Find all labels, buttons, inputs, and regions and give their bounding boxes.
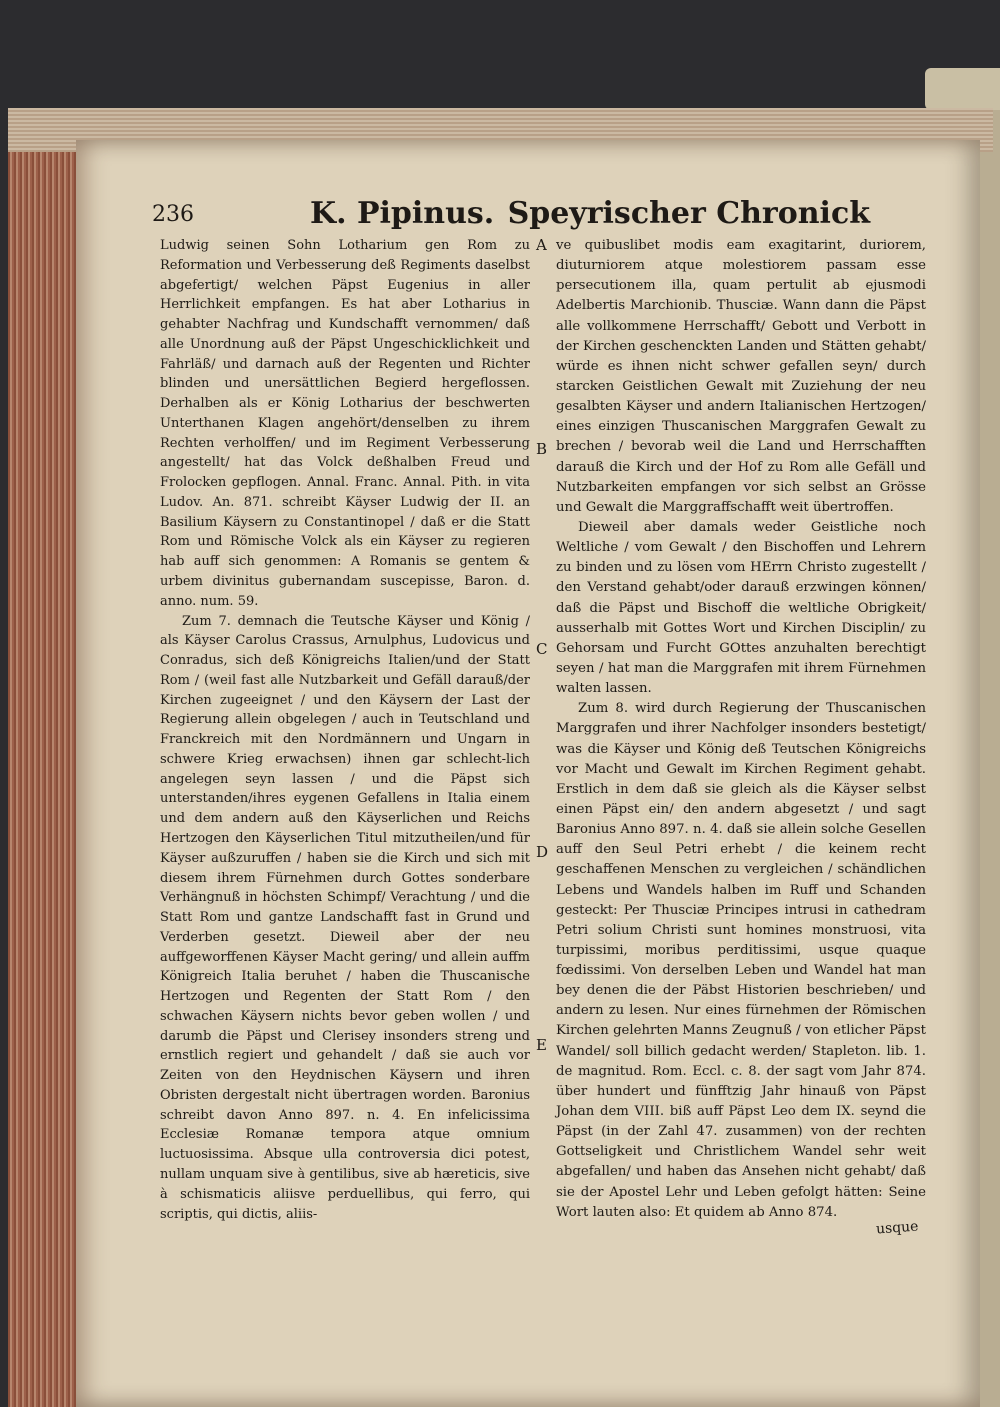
left-paragraph-1: Ludwig seinen Sohn Lotharium gen Rom zu Reformation und Verbesserung deß Regiments daselbst abgefertigt/ welchen Päpst Eugenius in aller Herrlichkeit empfangen. Es hat aber Lotharius in gehabter Nachfrag und Kundschafft vernommen/ daß alle Unordnung auß der Päpst Ungeschicklichkeit und Fahrläß/ und darnach auß der Regenten und Richter blinden und unersättlichen Begierd hergeflossen. Derhalben als er König Lotharius der beschwerten Unterthanen Klagen angehört/denselben zu ihrem Rechten verholffen/ und im Regiment Verbesserung angestellt/ hat das Volck deßhalben Freud und Frolocken gepflogen. Annal. Franc. Annal. Pith. in vita Ludov. An. 871. schreibt Käyser Ludwig der II. an Basilium Käysern zu Constantinopel / daß er die Statt Rom und Römische Volck als ein Käyser zu regieren hab auff sich genommen: A Romanis se gentem & urbem divinitus gubernandam suscepisse, Baron. d. anno. num. 59. xyxy=(160,238,530,609)
margin-letter-b: B xyxy=(536,440,548,458)
right-paragraph-3: Zum 8. wird durch Regierung der Thuscanischen Marggrafen und ihrer Nachfolger insonders bestetigt/ was die Käyser und König deß Teutschen Königreichs vor Macht und Gewalt im Kirchen Regiment gehabt. Erstlich in dem daß sie gleich als die Käyser selbst einen Päpst ein/ den andern abgesetzt / und sagt Baronius Anno 897. n. 4. daß sie allein solche Gesellen auff den Seul Petri erhebt / die keinem recht geschaffenen Menschen zu vergleichen / schändlichen Lebens und Wandels halben im Ruff und Schanden gesteckt: Per Thusciæ Principes intrusi in cathedram Petri solium Christi sunt homines monstruosi, vita turpissimi, moribus perditissimi, usque quaque fœdissimi. Von derselben Leben und Wandel hat man bey denen die der Päbst Historien beschrieben/ und andern zu lesen. Nur eines fürnehmen der Römischen Kirchen gelehrten Manns Zeugnuß / von etlicher Päpst Wandel/ soll billich gedacht werden/ Stapleton. lib. 1. de magnitud. Rom. Eccl. c. 8. der sagt vom Jahr 874. über hundert und fünfftzig Jahr hinauß von Päpst Johan dem VIII. biß auff Päpst Leo dem IX. seynd die Päpst (in der Zahl 47. zusammen) von der rechten Gottseligkeit und Christlichem Wandel sehr weit abgefallen/ und haben das Ansehen nicht gehabt/ daß sie der Apostel Lehr und Leben gefolgt hätten: Seine Wort lauten also: Et quidem ab Anno 874. xyxy=(556,701,926,1220)
margin-letter-a: A xyxy=(536,236,547,254)
right-paragraph-2: Dieweil aber damals weder Geistliche noch Weltliche / vom Gewalt / den Bischoffen und Lehrern zu binden und zu lösen vom HErrn Christo zugestellt / den Verstand gehabt/oder darauß erzwingen können/ daß die Päpst und Bischoff die weltliche Obrigkeit/ ausserhalb mit Gottes Wort und Kirchen Disciplin/ zu Gehorsam und Furcht GOttes anzuhalten berechtigt seyen / hat man die Marggrafen mit ihrem Fürnehmen walten lassen. xyxy=(556,519,926,697)
left-paragraph-2: Zum 7. demnach die Teutsche Käyser und König / als Käyser Carolus Crassus, Arnulphus, Ludovicus und Conradus, sich deß Königreichs Italien/und der Statt Rom / (weil fast alle Nutzbarkeit und Gefäll darauß/der Kirchen zugeeignet / und den Käysern der Last der Regierung allein obgelegen / auch in Teutschland und Franckreich mit den Nordmännern und Ungarn in schwere Krieg erwachsen) ihnen gar schlecht-lich angelegen seyn lassen / und die Päpst sich unterstanden/ihres eygenen Gefallens in Italia einem und dem andern auß den Käyserlichen und Reichs Hertzogen den Käyserlichen Titul mitzutheilen/und für Käyser außzuruffen / haben sie die Kirch und sich mit diesem ihrem Fürnehmen durch Gottes sonderbare Verhängnuß in höchsten Schimpf/ Verachtung / und die Statt Rom und gantze Landschafft fast in Grund und Verderben gesetzt. Dieweil aber der neu auffgeworffenen Käyser Macht gering/ und allein auffm Königreich Italia beruhet / haben die Thuscanische Hertzogen und Regenten der Statt Rom / den schwachen Käysern nichts bevor geben wollen / und darumb die Päpst und Clerisey insonders streng und ernstlich regiert und gehandelt / daß sie auch vor Zeiten von den Heydnischen Käysern und ihren Obristen dergestalt nicht übertragen worden. Baronius schreibt davon Anno 897. n. 4. En infelicissima Ecclesiæ Romanæ tempora atque omnium luctuosissima. Absque ulla controversia dici potest, nullam unquam sive à gentilibus, sive ab hæreticis, sive à schismaticis aliisve perduellibus, qui ferro, qui scriptis, qui dictis, aliis- xyxy=(160,613,530,1222)
page-number: 236 xyxy=(152,202,194,227)
book-clip xyxy=(925,68,1000,110)
page-header xyxy=(152,196,870,234)
right-paragraph-1: ve quibuslibet modis eam exagitarint, duriorem, diuturniorem atque molestiorem passam esse persecutionem illa, quam pertulit ab ejusmodi Adelbertis Marchionib. Thusciæ. Wann dann die Päpst alle vollkommene Herrschafft/ Gebott und Verbott in der Kirchen geschenckten Landen und Stätten gehabt/ würde es ihnen nicht schwer gefallen seyn/ durch starcken Geistlichen Gewalt mit Zuziehung der neu gesalbten Käyser und andern Italianischen Hertzogen/ eines einzigen Thuscanischen Marggrafen Gewalt zu brechen / bevorab weil die Land und Herrschafften darauß die Kirch und der Hof zu Rom alle Gefäll und Nutzbarkeiten empfangen vor sich selbst an Grösse und Gewalt die Marggraffschafft weit übertroffen. xyxy=(556,238,926,515)
margin-letter-c: C xyxy=(536,640,548,658)
catchword: usque xyxy=(875,1218,919,1238)
margin-letter-d: D xyxy=(536,843,549,861)
running-title-left: K. Pipinus. xyxy=(310,196,495,231)
left-column xyxy=(160,236,530,1224)
running-title-right: Speyrischer Chronick xyxy=(507,196,870,231)
right-column xyxy=(556,236,926,1223)
margin-letter-e: E xyxy=(536,1036,547,1054)
